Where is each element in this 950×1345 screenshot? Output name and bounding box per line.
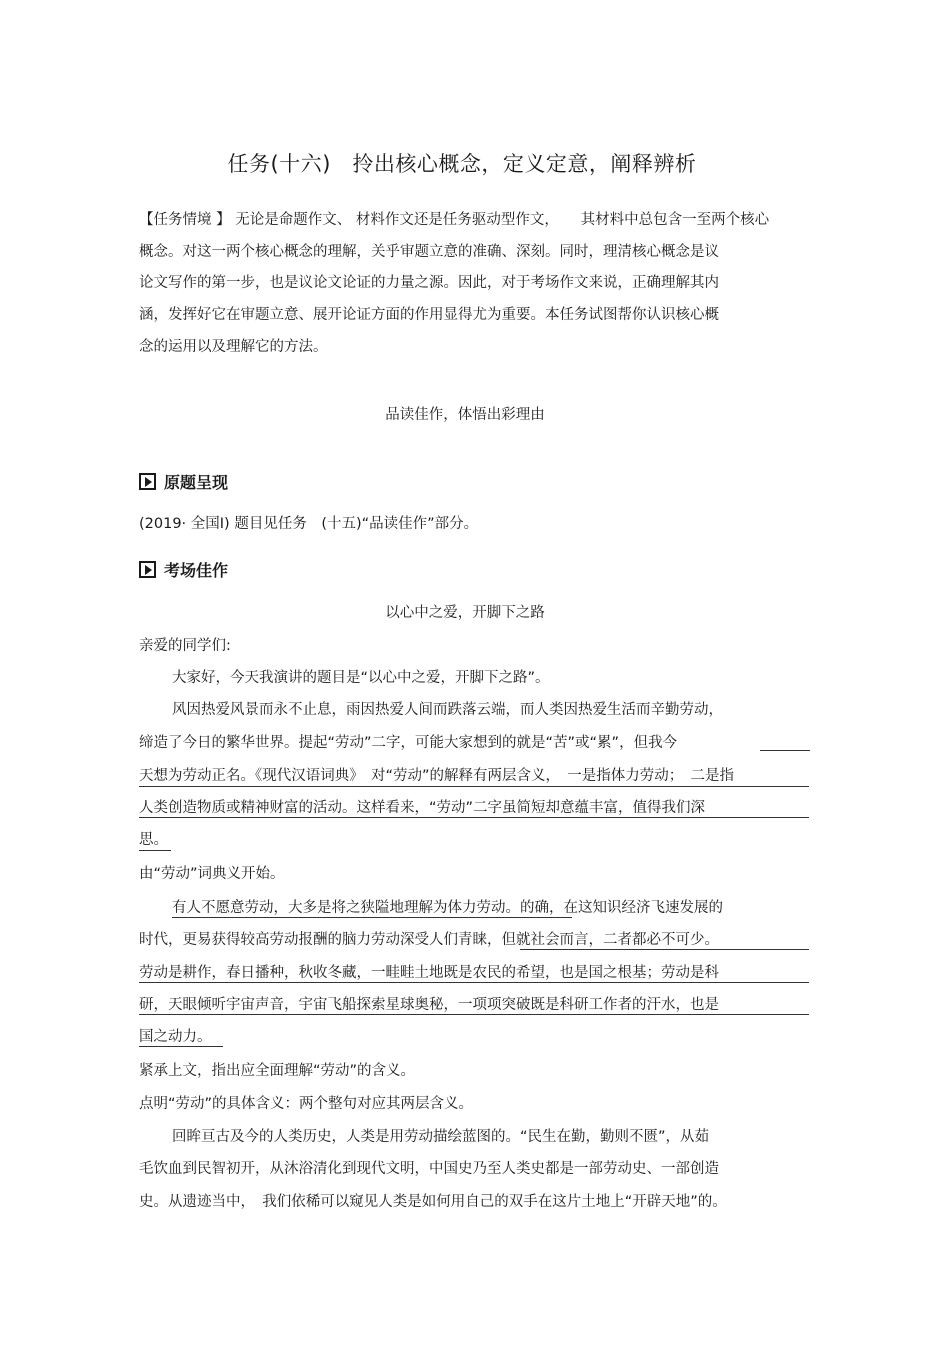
section-heading-original xyxy=(139,470,228,493)
original-question-text: (2019· 全国Ⅰ) 题目见任务 (十五)“品读佳作”部分。 xyxy=(139,516,479,532)
essay-p3-line-4: 研，天眼倾听宇宙声音，宇宙飞船探索星球奥秘，一项项突破既是科研工作者的汗水，也是 xyxy=(139,997,719,1013)
intro-line-5: 念的运用以及理解它的方法。 xyxy=(139,339,328,355)
underline-rule xyxy=(139,850,171,851)
essay-p2-line-1: 风因热爱风景而永不止息，雨因热爱人间而跌落云端，而人类因热爱生活而辛勤劳动， xyxy=(172,702,723,718)
section-heading-essay xyxy=(139,558,228,581)
essay-p4-line-3: 史。从遗迹当中， 我们依稀可以窥见人类是如何用自己的双手在这片土地上“开辟天地”的。 xyxy=(139,1194,727,1210)
annotation-note-3: 点明“劳动”的具体含义：两个整句对应其两层含义。 xyxy=(139,1096,474,1112)
underline-rule xyxy=(139,817,809,818)
intro-line-2: 概念。对这一两个核心概念的理解，关乎审题立意的准确、深刻。同时，理清核心概念是议 xyxy=(139,244,719,260)
essay-paragraph-1: 大家好，今天我演讲的题目是“以心中之爱，开脚下之路”。 xyxy=(172,670,550,686)
section-heading-label: 考场佳作 xyxy=(164,561,229,580)
essay-p3-line-2: 时代，更易获得较高劳动报酬的脑力劳动深受人们青睐，但就社会而言，二者都必不可少。 xyxy=(139,932,719,948)
essay-greeting: 亲爱的同学们: xyxy=(139,638,231,654)
underline-rule xyxy=(139,982,809,983)
essay-p3-line-5: 国之动力。 xyxy=(139,1029,212,1045)
underline-rule xyxy=(760,750,810,751)
underline-rule xyxy=(139,1014,809,1015)
section-subtitle: 品读佳作，体悟出彩理由 xyxy=(385,407,545,423)
page-title: 任务(十六) 拎出核心概念，定义定意，阐释辨析 xyxy=(227,152,697,176)
underline-rule xyxy=(172,917,572,918)
essay-p2-line-2: 缔造了今日的繁华世界。提起“劳动”二字，可能大家想到的就是“苦”或“累”，但我今 xyxy=(139,735,678,751)
annotation-note-2: 紧承上文，指出应全面理解“劳动”的含义。 xyxy=(139,1063,416,1079)
essay-p2-line-4: 人类创造物质或精神财富的活动。这样看来，“劳动”二字虽简短却意蕴丰富，值得我们深 xyxy=(139,800,706,816)
essay-p3-line-3: 劳动是耕作，春日播种，秋收冬藏，一畦畦土地既是农民的希望，也是国之根基；劳动是科 xyxy=(139,965,719,981)
intro-line-3: 论文写作的第一步，也是议论文论证的力量之源。因此，对于考场作文来说，正确理解其内 xyxy=(139,275,719,291)
intro-line-4: 涵，发挥好它在审题立意、展开论证方面的作用显得尤为重要。本任务试图帮你认识核心概 xyxy=(139,307,719,323)
essay-p3-line-1: 有人不愿意劳动，大多是将之狭隘地理解为体力劳动。的确，在这知识经济飞速发展的 xyxy=(172,900,723,916)
section-heading-label: 原题呈现 xyxy=(164,473,229,492)
underline-rule xyxy=(139,786,809,787)
play-triangle-icon xyxy=(139,473,156,490)
essay-title: 以心中之爱，开脚下之路 xyxy=(385,605,545,621)
underline-rule xyxy=(520,949,809,950)
play-triangle-icon xyxy=(139,561,156,578)
intro-line-1: 【任务情境 】 无论是命题作文、 材料作文还是任务驱动型作文， 其材料中总包含一至两个核心 xyxy=(139,212,770,228)
underline-rule xyxy=(139,1046,223,1047)
essay-p2-line-5: 思。 xyxy=(139,832,168,848)
essay-p4-line-2: 毛饮血到民智初开，从沐浴清化到现代文明，中国史乃至人类史都是一部劳动史、一部创造 xyxy=(139,1161,719,1177)
annotation-note-1: 由“劳动”词典义开始。 xyxy=(139,866,285,882)
essay-p2-line-3: 天想为劳动正名。《现代汉语词典》 对“劳动”的解释有两层含义， 一是指体力劳动； 二是指 xyxy=(139,768,735,784)
essay-p4-line-1: 回眸亘古及今的人类历史，人类是用劳动描绘蓝图的。“民生在勤，勤则不匮”，从茹 xyxy=(172,1129,710,1145)
